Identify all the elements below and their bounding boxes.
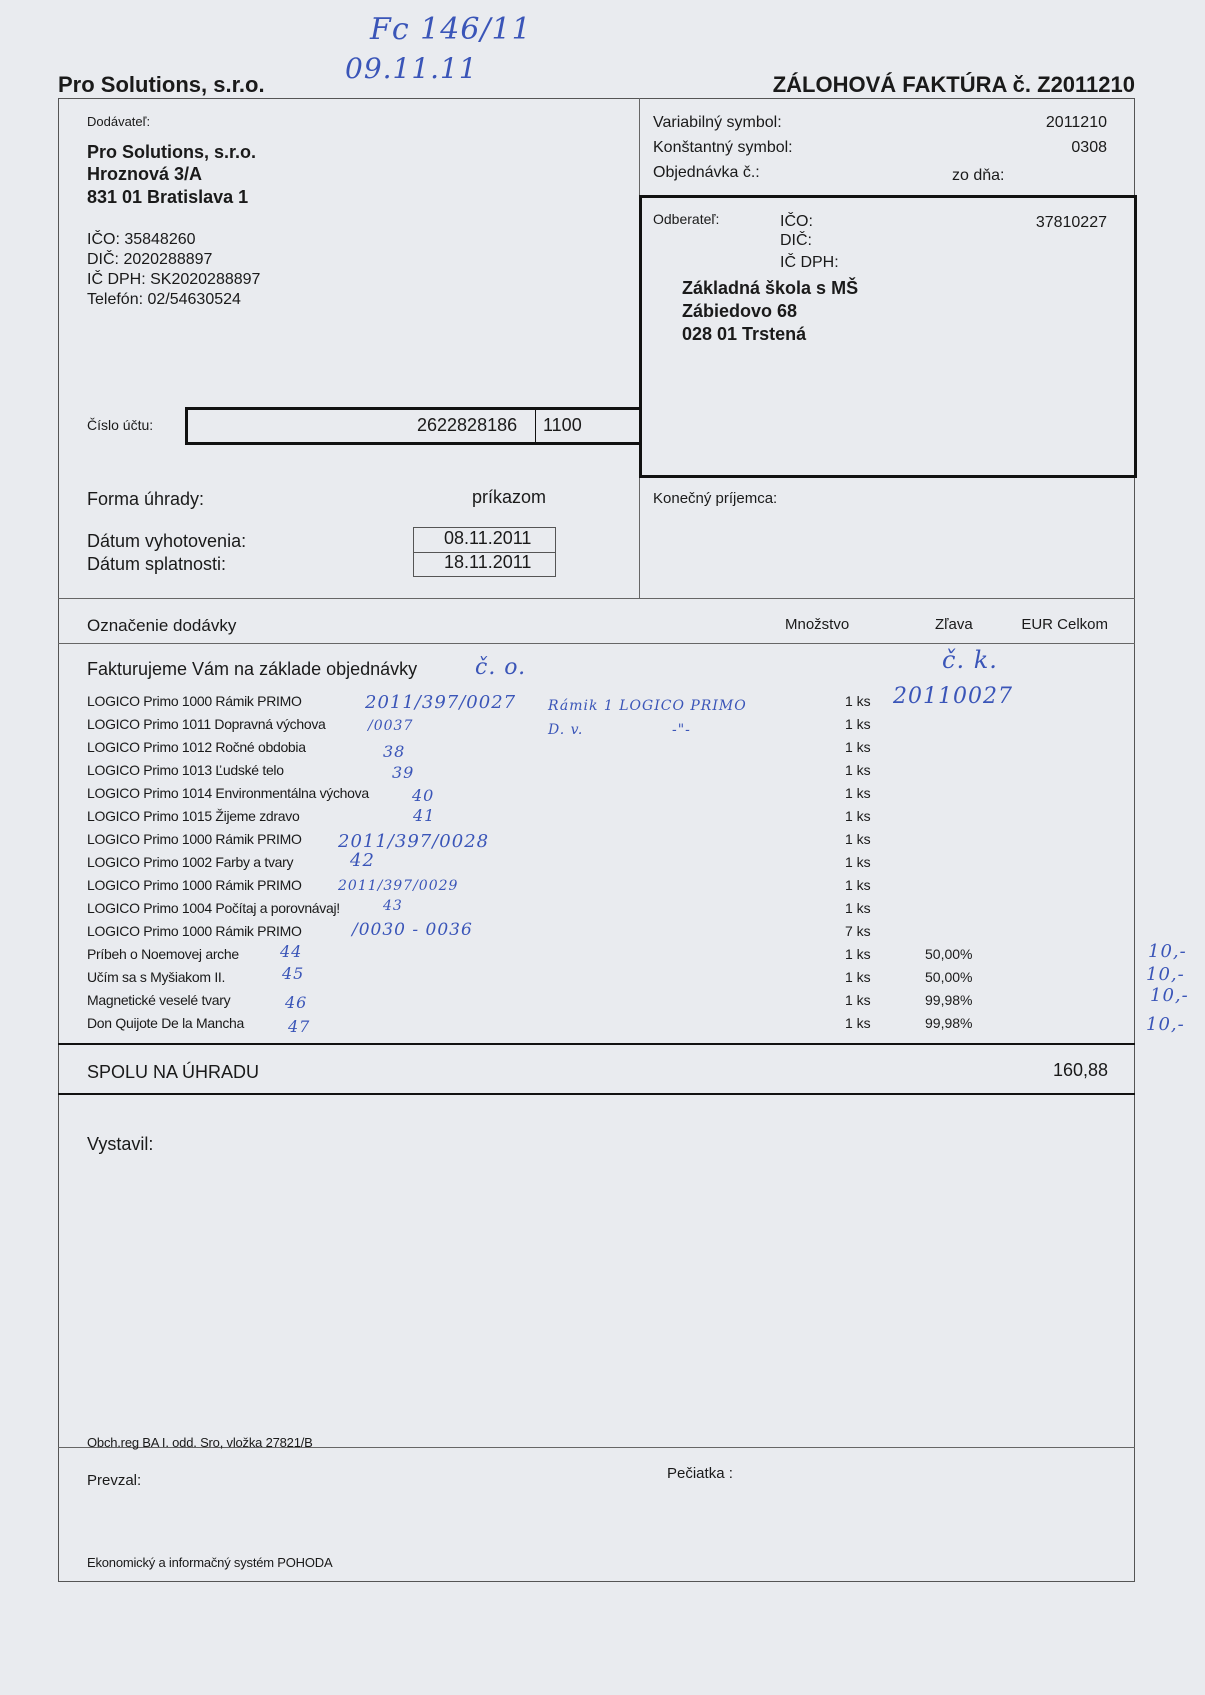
handwritten-row-note: 38 bbox=[383, 742, 406, 761]
total-header: EUR Celkom bbox=[1021, 616, 1108, 633]
item-qty: 1 ks bbox=[845, 831, 871, 847]
handwritten-row-note: /0030 - 0036 bbox=[352, 920, 473, 940]
item-name: LOGICO Primo 1012 Ročné obdobia bbox=[87, 739, 306, 755]
variable-symbol-value: 2011210 bbox=[1045, 114, 1107, 131]
item-qty: 1 ks bbox=[845, 877, 871, 893]
item-qty: 1 ks bbox=[845, 969, 871, 985]
handwritten-row-note: 2011/397/0028 bbox=[338, 831, 490, 852]
handwritten-column-number: 20110027 bbox=[893, 684, 1013, 709]
item-discount: 99,98% bbox=[925, 992, 973, 1008]
item-name: Príbeh o Noemovej arche bbox=[87, 946, 239, 962]
item-name: LOGICO Primo 1000 Rámik PRIMO bbox=[87, 831, 302, 847]
designation-header: Označenie dodávky bbox=[87, 616, 237, 635]
item-name: Don Quijote De la Mancha bbox=[87, 1015, 244, 1031]
customer-dic-label: DIČ: bbox=[780, 232, 812, 249]
item-name: Učím sa s Myšiakom II. bbox=[87, 969, 226, 985]
handwritten-row-note: 47 bbox=[288, 1017, 311, 1036]
item-qty: 1 ks bbox=[845, 808, 871, 824]
software-info: Ekonomický a informačný systém POHODA bbox=[87, 1555, 333, 1570]
item-qty: 1 ks bbox=[845, 946, 871, 962]
item-name: LOGICO Primo 1004 Počítaj a porovnávaj! bbox=[87, 900, 340, 916]
register-info: Obch.reg BA I. odd. Sro, vložka 27821/B bbox=[87, 1435, 313, 1450]
customer-name: Základná škola s MŠ bbox=[682, 278, 859, 298]
handwritten-row-note: 43 bbox=[383, 898, 403, 914]
item-name: Magnetické veselé tvary bbox=[87, 992, 231, 1008]
item-name: LOGICO Primo 1011 Dopravná výchova bbox=[87, 716, 326, 732]
account-number: 2622828186 bbox=[417, 415, 518, 435]
issued-by-label: Vystavil: bbox=[87, 1134, 154, 1154]
due-date-value: 18.11.2011 bbox=[444, 552, 532, 572]
handwritten-side-mark: 10,- bbox=[1148, 941, 1187, 962]
received-by-label: Prevzal: bbox=[87, 1472, 142, 1489]
item-discount: 99,98% bbox=[925, 1015, 973, 1031]
handwritten-row-note: 39 bbox=[392, 763, 415, 782]
discount-header: Zľava bbox=[935, 616, 973, 633]
item-qty: 1 ks bbox=[845, 785, 871, 801]
supplier-dic: DIČ: 2020288897 bbox=[87, 251, 213, 268]
customer-street: Zábiedovo 68 bbox=[682, 301, 798, 321]
item-name: LOGICO Primo 1015 Žijeme zdravo bbox=[87, 808, 300, 824]
handwritten-side-mark: 10,- bbox=[1146, 1014, 1185, 1035]
supplier-label: Dodávateľ: bbox=[87, 114, 151, 129]
final-recipient-label: Konečný príjemca: bbox=[653, 490, 778, 507]
supplier-street: Hroznová 3/A bbox=[87, 164, 203, 184]
supplier-name: Pro Solutions, s.r.o. bbox=[87, 142, 257, 162]
item-name: LOGICO Primo 1000 Rámik PRIMO bbox=[87, 693, 302, 709]
quantity-header: Množstvo bbox=[785, 616, 850, 633]
handwritten-row-note: 42 bbox=[350, 850, 375, 871]
total-value: 160,88 bbox=[1052, 1060, 1108, 1080]
item-qty: 1 ks bbox=[845, 693, 871, 709]
item-qty: 1 ks bbox=[845, 992, 871, 1008]
item-qty: 1 ks bbox=[845, 739, 871, 755]
document-title: ZÁLOHOVÁ FAKTÚRA č. Z2011210 bbox=[772, 72, 1135, 97]
item-qty: 1 ks bbox=[845, 762, 871, 778]
item-qty: 7 ks bbox=[845, 923, 871, 939]
handwritten-row-note: 2011/397/0029 bbox=[338, 878, 459, 894]
customer-label: Odberateľ: bbox=[653, 211, 720, 227]
constant-symbol-label: Konštantný symbol: bbox=[653, 139, 793, 156]
handwritten-row-note: 45 bbox=[282, 964, 305, 983]
order-number-label: Objednávka č.: bbox=[653, 164, 760, 181]
handwritten-side-mark: 10,- bbox=[1150, 985, 1189, 1006]
item-discount: 50,00% bbox=[925, 946, 973, 962]
item-discount: 50,00% bbox=[925, 969, 973, 985]
customer-ico-value: 37810227 bbox=[1035, 214, 1107, 231]
handwritten-row-note: 40 bbox=[412, 786, 435, 805]
payment-method-value: príkazom bbox=[472, 487, 547, 507]
handwritten-date: 09.11.11 bbox=[345, 52, 478, 85]
handwritten-row-note: D. v. bbox=[548, 722, 584, 738]
handwritten-reference: Fc 146/11 bbox=[370, 12, 532, 47]
handwritten-row-note: 44 bbox=[280, 942, 303, 961]
supplier-city: 831 01 Bratislava 1 bbox=[87, 187, 249, 207]
issue-date-value: 08.11.2011 bbox=[444, 528, 532, 548]
handwritten-row-note: /0037 bbox=[368, 718, 414, 734]
item-qty: 1 ks bbox=[845, 854, 871, 870]
total-label: SPOLU NA ÚHRADU bbox=[87, 1062, 260, 1082]
handwritten-header-note: č. o. bbox=[475, 655, 527, 680]
customer-ico-label: IČO: bbox=[780, 213, 813, 230]
stamp-label: Pečiatka : bbox=[667, 1465, 733, 1482]
payment-method-label: Forma úhrady: bbox=[87, 489, 205, 509]
supplier-phone: Telefón: 02/54630524 bbox=[87, 291, 241, 308]
item-qty: 1 ks bbox=[845, 1015, 871, 1031]
handwritten-row-note: 41 bbox=[413, 806, 436, 825]
handwritten-row-note: Rámik 1 LOGICO PRIMO bbox=[548, 698, 747, 714]
divider-items-header bbox=[58, 643, 1135, 644]
account-separator bbox=[535, 410, 536, 443]
handwritten-row-note: -"- bbox=[672, 722, 691, 738]
divider-items-top bbox=[58, 598, 1135, 599]
header-company: Pro Solutions, s.r.o. bbox=[58, 72, 265, 97]
customer-city: 028 01 Trstená bbox=[682, 324, 807, 344]
item-qty: 1 ks bbox=[845, 716, 871, 732]
handwritten-row-note: 46 bbox=[285, 993, 308, 1012]
issue-date-label: Dátum vyhotovenia: bbox=[87, 531, 247, 551]
item-name: LOGICO Primo 1000 Rámik PRIMO bbox=[87, 877, 302, 893]
constant-symbol-value: 0308 bbox=[1071, 139, 1107, 156]
supplier-ico: IČO: 35848260 bbox=[87, 231, 196, 248]
items-intro: Fakturujeme Vám na základe objednávky bbox=[87, 659, 418, 679]
account-bank-code: 1100 bbox=[543, 415, 582, 435]
handwritten-column-note: č. k. bbox=[942, 646, 998, 674]
handwritten-side-mark: 10,- bbox=[1146, 964, 1185, 985]
item-name: LOGICO Primo 1000 Rámik PRIMO bbox=[87, 923, 302, 939]
item-name: LOGICO Primo 1013 Ľudské telo bbox=[87, 762, 284, 778]
item-name: LOGICO Primo 1002 Farby a tvary bbox=[87, 854, 294, 870]
variable-symbol-label: Variabilný symbol: bbox=[653, 114, 782, 131]
handwritten-row-note: 2011/397/0027 bbox=[365, 692, 517, 713]
customer-icdph-label: IČ DPH: bbox=[780, 254, 839, 271]
order-date-label: zo dňa: bbox=[952, 167, 1005, 184]
supplier-icdph: IČ DPH: SK2020288897 bbox=[87, 271, 261, 288]
item-qty: 1 ks bbox=[845, 900, 871, 916]
account-label: Číslo účtu: bbox=[87, 417, 154, 433]
due-date-label: Dátum splatnosti: bbox=[87, 554, 227, 574]
item-name: LOGICO Primo 1014 Environmentálna výchova bbox=[87, 785, 369, 801]
